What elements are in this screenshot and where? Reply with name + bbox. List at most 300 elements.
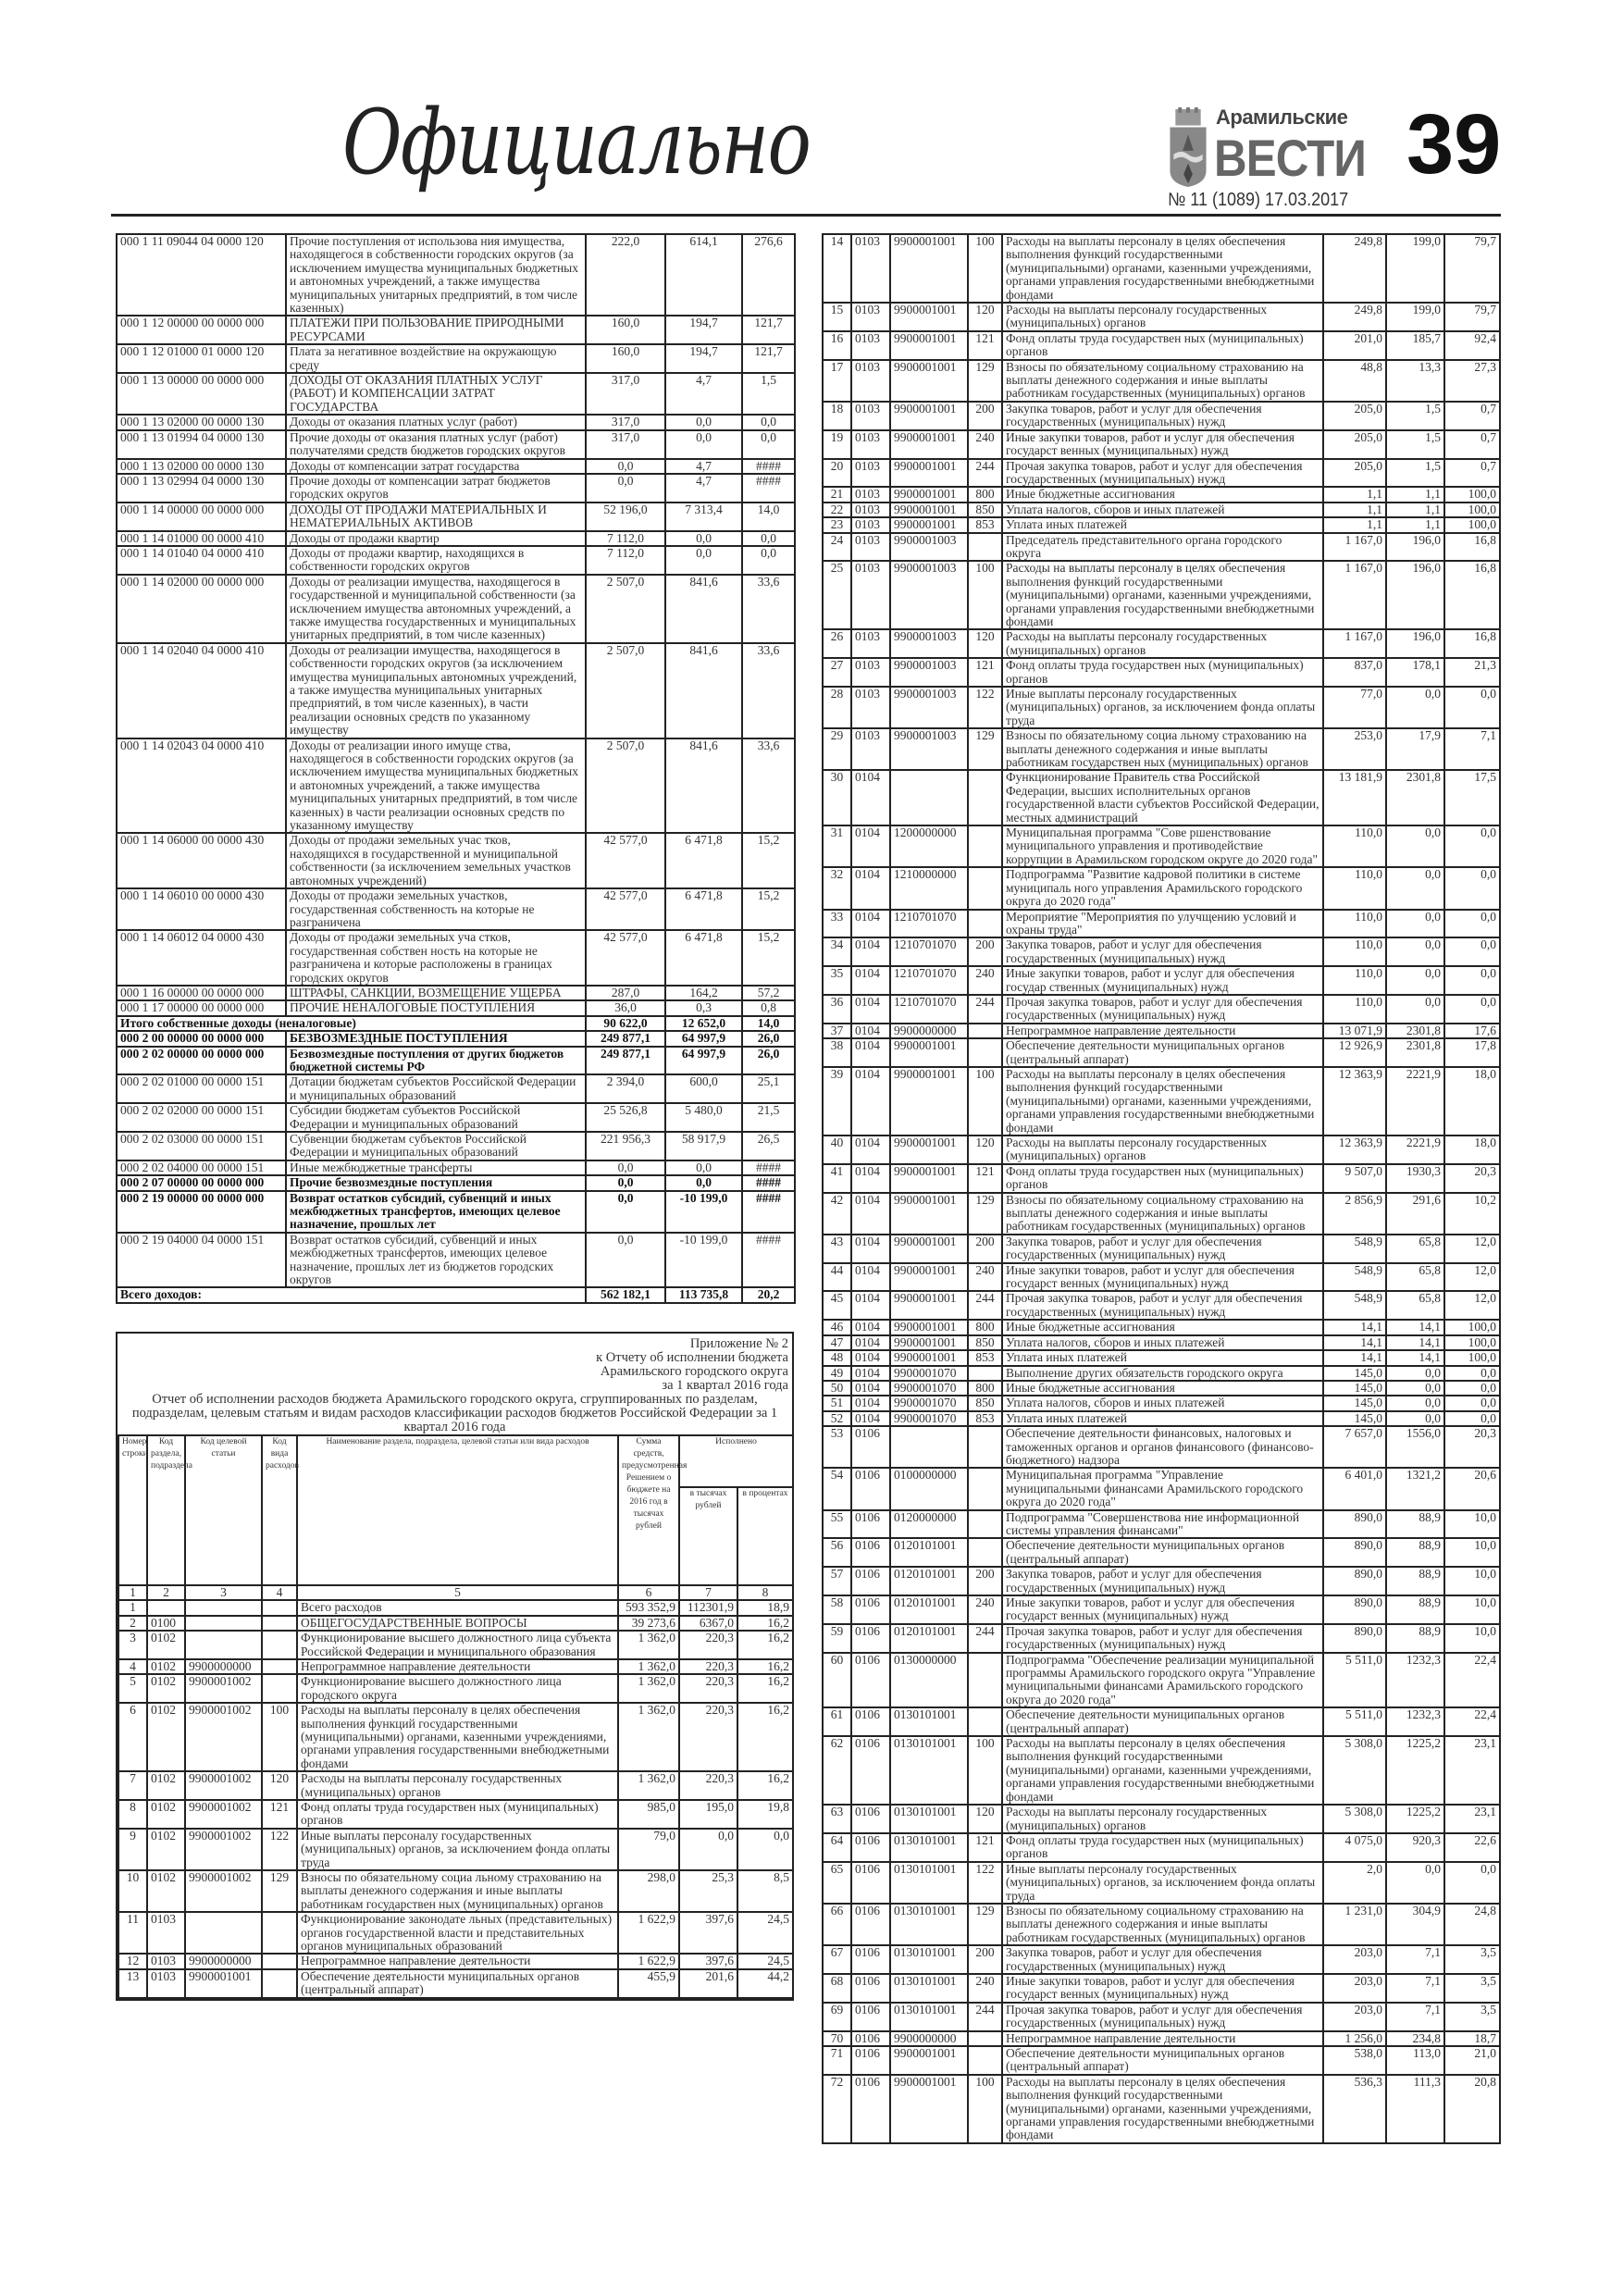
expense-row-number: 12 <box>118 1954 147 1968</box>
expense-expense-type <box>968 770 1002 825</box>
expense-section-code: 0106 <box>851 2031 890 2046</box>
expense-target-code: 9900001001 <box>890 459 968 488</box>
expense-section-code: 0103 <box>851 629 890 658</box>
expense-name: Иные выплаты персоналу государственных (муниципальных) органов, за исключением фонда оплаты труда <box>1002 1862 1323 1904</box>
expense-row <box>823 234 1500 303</box>
expense-planned: 890,0 <box>1323 1538 1386 1567</box>
expense-done-amount: 1225,2 <box>1386 1736 1444 1805</box>
expense-target-code: 1210701070 <box>890 937 968 966</box>
income-fact: 0,0 <box>665 430 742 459</box>
expense-row-number: 62 <box>823 1736 851 1805</box>
expense-row <box>823 1510 1500 1539</box>
expense-target-code: 9900001070 <box>890 1396 968 1410</box>
expense-section-code: 0104 <box>851 1136 890 1164</box>
expense-target-code: 9900001001 <box>890 1038 968 1067</box>
income-row <box>117 1233 795 1288</box>
expense-done-amount: 0,0 <box>1386 1411 1444 1426</box>
col-header-done-percent: в процентах <box>737 1487 793 1585</box>
expense-expense-type <box>262 1954 297 1968</box>
expense-done-amount: 1,1 <box>1386 487 1444 502</box>
expense-target-code: 9900001001 <box>890 517 968 532</box>
expense-row-number: 35 <box>823 966 851 995</box>
expense-planned: 593 352,9 <box>618 1600 679 1615</box>
expense-planned: 145,0 <box>1323 1396 1386 1410</box>
expense-row <box>823 1136 1500 1164</box>
expense-done-percent: 16,8 <box>1444 533 1500 562</box>
income-fact: 6 471,8 <box>665 930 742 986</box>
expense-target-code: 9900001001 <box>890 331 968 360</box>
income-name: Доходы от продажи земельных уча стков, государственная собствен ность на которые не разграничена и которые расположены в границах городских округов <box>286 930 586 986</box>
income-percent: 15,2 <box>742 833 795 888</box>
expense-section-code: 0103 <box>851 402 890 430</box>
expense-name: Фонд оплаты труда государствен ных (муниципальных) органов <box>1002 1164 1323 1193</box>
expense-row-number: 70 <box>823 2031 851 2046</box>
expense-done-amount: 1,5 <box>1386 430 1444 459</box>
expense-name: Прочая закупка товаров, работ и услуг для обеспечения государственных (муниципальных) нужд <box>1002 2003 1323 2031</box>
expense-expense-type: 200 <box>968 1945 1002 1974</box>
expense-planned: 1 167,0 <box>1323 629 1386 658</box>
income-code: 000 2 02 00000 00 0000 000 <box>117 1047 286 1075</box>
expense-section-code: 0103 <box>147 1912 185 1954</box>
income-table <box>116 233 796 1304</box>
expense-section-code: 0103 <box>851 487 890 502</box>
income-code: 000 1 14 06012 04 0000 430 <box>117 930 286 986</box>
expense-target-code <box>185 1631 262 1659</box>
expense-target-code: 9900001002 <box>185 1771 262 1800</box>
expense-row-number: 29 <box>823 728 851 770</box>
expense-done-percent: 16,2 <box>737 1771 793 1800</box>
expense-section-code: 0104 <box>851 1164 890 1193</box>
expense-done-percent: 16,2 <box>737 1631 793 1659</box>
income-plan: 160,0 <box>586 344 665 373</box>
income-name: Итого собственные доходы (неналоговые) <box>117 1016 586 1031</box>
expense-done-amount: 2301,8 <box>1386 770 1444 825</box>
expense-target-code: 1210701070 <box>890 995 968 1024</box>
expense-row-number: 17 <box>823 360 851 402</box>
expense-planned: 145,0 <box>1323 1366 1386 1381</box>
expense-name: Муниципальная программа "Управление муниципальными финансами Арамильского городского округа до 2020 года" <box>1002 1468 1323 1509</box>
expense-expense-type <box>262 1616 297 1631</box>
expense-done-amount: 2301,8 <box>1386 1024 1444 1038</box>
expense-expense-type: 850 <box>968 503 1002 517</box>
expense-done-amount: 17,9 <box>1386 728 1444 770</box>
expense-done-percent: 10,0 <box>1444 1624 1500 1653</box>
expense-target-code: 9900001002 <box>185 1870 262 1912</box>
expense-planned: 985,0 <box>618 1800 679 1829</box>
expense-expense-type <box>262 1674 297 1703</box>
expense-row <box>823 1862 1500 1904</box>
income-plan: 7 112,0 <box>586 546 665 575</box>
expense-done-percent: 100,0 <box>1444 1335 1500 1350</box>
expense-name: Непрограммное направление деятельности <box>1002 2031 1323 2046</box>
income-percent: #### <box>742 459 795 474</box>
expense-done-amount: 304,9 <box>1386 1904 1444 1945</box>
expense-section-code: 0104 <box>851 1350 890 1365</box>
income-plan: 287,0 <box>586 986 665 1000</box>
expense-planned: 298,0 <box>618 1870 679 1912</box>
expense-done-amount: 7,1 <box>1386 1945 1444 1974</box>
expense-planned: 1 362,0 <box>618 1631 679 1659</box>
expense-done-amount: 220,3 <box>679 1703 737 1771</box>
expense-done-percent: 10,0 <box>1444 1538 1500 1567</box>
income-name: ПРОЧИЕ НЕНАЛОГОВЫЕ ПОСТУПЛЕНИЯ <box>286 1000 586 1015</box>
expense-row <box>823 1411 1500 1426</box>
expense-row <box>823 1366 1500 1381</box>
income-row <box>117 1175 795 1190</box>
expense-section-code: 0104 <box>851 1335 890 1350</box>
expense-done-amount: 6367,0 <box>679 1616 737 1631</box>
expense-row-number: 43 <box>823 1235 851 1263</box>
income-plan: 249 877,1 <box>586 1031 665 1046</box>
expense-done-percent: 0,0 <box>1444 825 1500 867</box>
income-plan: 0,0 <box>586 1191 665 1233</box>
income-row <box>117 1160 795 1175</box>
income-fact: -10 199,0 <box>665 1191 742 1233</box>
expense-name: Иные закупки товаров, работ и услуг для обеспечения государ ственных (муниципальных) нужд <box>1002 966 1323 995</box>
expense-target-code: 9900001070 <box>890 1411 968 1426</box>
income-name: Субвенции бюджетам субъектов Российской Федерации и муниципальных образований <box>286 1132 586 1160</box>
income-percent: 121,7 <box>742 316 795 344</box>
income-code: 000 1 14 01000 00 0000 410 <box>117 531 286 546</box>
income-percent: 20,2 <box>742 1287 795 1302</box>
expense-target-code: 1200000000 <box>890 825 968 867</box>
income-name: Возврат остатков субсидий, субвенций и иных межбюджетных трансфертов, имеющих целевое назначение, прошлых лет из бюджетов городских округов <box>286 1233 586 1288</box>
expense-row-number: 31 <box>823 825 851 867</box>
expense-done-percent: 0,7 <box>1444 459 1500 488</box>
expense-row-number: 66 <box>823 1904 851 1945</box>
income-fact: 6 471,8 <box>665 833 742 888</box>
income-fact: 113 735,8 <box>665 1287 742 1302</box>
expense-row <box>823 487 1500 502</box>
expense-name: Прочая закупка товаров, работ и услуг для обеспечения государственных (муниципальных) нужд <box>1002 1624 1323 1653</box>
expense-done-amount: 291,6 <box>1386 1193 1444 1235</box>
expense-done-amount: 220,3 <box>679 1631 737 1659</box>
expense-target-code: 9900001002 <box>185 1674 262 1703</box>
expense-section-code: 0104 <box>851 1235 890 1263</box>
expense-expense-type: 800 <box>968 1320 1002 1334</box>
expense-done-amount: 1556,0 <box>1386 1426 1444 1468</box>
income-plan: 2 394,0 <box>586 1074 665 1103</box>
column-number: 3 <box>185 1585 262 1600</box>
expense-target-code <box>185 1616 262 1631</box>
expense-row <box>823 910 1500 938</box>
expense-target-code: 9900000000 <box>890 1024 968 1038</box>
income-row <box>117 546 795 575</box>
income-plan: 0,0 <box>586 1233 665 1288</box>
expense-expense-type <box>968 825 1002 867</box>
expense-target-code: 9900001003 <box>890 728 968 770</box>
expense-target-code: 9900001001 <box>890 1193 968 1235</box>
expense-name: Всего расходов <box>297 1600 618 1615</box>
income-row <box>117 430 795 459</box>
expense-section-code: 0103 <box>851 234 890 303</box>
expense-expense-type: 800 <box>968 1381 1002 1396</box>
expense-target-code: 9900001001 <box>890 1335 968 1350</box>
col-header-row-number: Номер строки <box>118 1435 147 1585</box>
expense-expense-type: 800 <box>968 487 1002 502</box>
expense-name: Функционирование законодате льных (представительных) органов государственной власти и представительных органов муниципальных образований <box>297 1912 618 1954</box>
expense-section-code: 0104 <box>851 1320 890 1334</box>
expense-row-number: 57 <box>823 1567 851 1595</box>
expense-expense-type <box>968 533 1002 562</box>
expense-target-code: 0130000000 <box>890 1653 968 1708</box>
income-code: 000 1 13 02000 00 0000 130 <box>117 459 286 474</box>
expense-expense-type <box>968 1468 1002 1509</box>
expense-section-code: 0102 <box>147 1829 185 1870</box>
income-percent: 0,0 <box>742 546 795 575</box>
income-row <box>117 459 795 474</box>
income-code: 000 2 19 00000 00 0000 000 <box>117 1191 286 1233</box>
income-percent: 0,0 <box>742 430 795 459</box>
expense-done-amount: 0,0 <box>1386 910 1444 938</box>
expense-name: Иные выплаты персоналу государственных (муниципальных) органов, за исключением фонда оплаты труда <box>1002 687 1323 728</box>
expense-row <box>118 1659 793 1674</box>
expense-section-code: 0104 <box>851 1193 890 1235</box>
expense-expense-type <box>968 2031 1002 2046</box>
income-plan: 0,0 <box>586 1175 665 1190</box>
expense-expense-type: 121 <box>968 1164 1002 1193</box>
expense-section-code: 0102 <box>147 1631 185 1659</box>
expense-row <box>823 1624 1500 1653</box>
expense-section-code: 0103 <box>851 658 890 687</box>
col-header-done-amount: в тысячах рублей <box>679 1487 737 1585</box>
expense-row <box>823 1291 1500 1320</box>
expense-row-number: 30 <box>823 770 851 825</box>
expense-name: Расходы на выплаты персоналу государственных (муниципальных) органов <box>1002 1136 1323 1164</box>
expense-planned: 14,1 <box>1323 1320 1386 1334</box>
expense-done-percent: 0,0 <box>1444 1381 1500 1396</box>
expense-done-percent: 0,0 <box>1444 966 1500 995</box>
expense-expense-type: 244 <box>968 1291 1002 1320</box>
income-row <box>117 1287 795 1302</box>
expense-planned: 110,0 <box>1323 825 1386 867</box>
expense-name: Закупка товаров, работ и услуг для обеспечения государственных (муниципальных) нужд <box>1002 937 1323 966</box>
expense-done-amount: 111,3 <box>1386 2075 1444 2143</box>
expense-done-amount: 1930,3 <box>1386 1164 1444 1193</box>
expense-row <box>823 1024 1500 1038</box>
income-name: Доходы от продажи квартир <box>286 531 586 546</box>
income-plan: 52 196,0 <box>586 503 665 531</box>
expense-section-code: 0104 <box>851 770 890 825</box>
expense-planned: 1 622,9 <box>618 1954 679 1968</box>
expense-row <box>823 1350 1500 1365</box>
expense-section-code: 0103 <box>851 459 890 488</box>
expense-done-percent: 23,1 <box>1444 1805 1500 1833</box>
expense-done-percent: 7,1 <box>1444 728 1500 770</box>
income-row <box>117 1031 795 1046</box>
expense-name: Обеспечение деятельности муниципальных органов (центральный аппарат) <box>1002 2046 1323 2075</box>
expense-row-number: 32 <box>823 867 851 909</box>
expense-done-amount: 1321,2 <box>1386 1468 1444 1509</box>
income-fact: 64 997,9 <box>665 1047 742 1075</box>
expense-section-code: 0106 <box>851 1567 890 1595</box>
expense-target-code: 0130101001 <box>890 1862 968 1904</box>
expense-done-amount: 2301,8 <box>1386 1038 1444 1067</box>
expense-done-percent: 92,4 <box>1444 331 1500 360</box>
expense-row-number: 37 <box>823 1024 851 1038</box>
expense-row-number: 65 <box>823 1862 851 1904</box>
expense-done-amount: 7,1 <box>1386 1974 1444 2003</box>
expense-row-number: 16 <box>823 331 851 360</box>
expense-row <box>118 1954 793 1968</box>
expense-expense-type <box>262 1631 297 1659</box>
expense-target-code: 9900001002 <box>185 1800 262 1829</box>
expense-section-code: 0104 <box>851 1263 890 1292</box>
income-row <box>117 986 795 1000</box>
expense-row-number: 18 <box>823 402 851 430</box>
expense-row-number: 52 <box>823 1411 851 1426</box>
expense-row <box>823 966 1500 995</box>
expense-name: Фонд оплаты труда государствен ных (муниципальных) органов <box>1002 1833 1323 1862</box>
expense-done-amount: 113,0 <box>1386 2046 1444 2075</box>
expense-expense-type: 240 <box>968 966 1002 995</box>
expense-target-code <box>890 770 968 825</box>
expense-done-percent: 44,2 <box>737 1969 793 1998</box>
expense-expense-type <box>262 1600 297 1615</box>
col-header-done: Исполнено <box>679 1435 793 1488</box>
expense-name: Расходы на выплаты персоналу государственных (муниципальных) органов <box>1002 1805 1323 1833</box>
expense-planned: 6 401,0 <box>1323 1468 1386 1509</box>
expense-done-amount: 397,6 <box>679 1954 737 1968</box>
expense-section-code: 0104 <box>851 910 890 938</box>
expense-expense-type <box>262 1659 297 1674</box>
expense-name: Взносы по обязательному социальному страхованию на выплаты денежного содержания и иные выплаты работникам государственных (муниципальных) органов <box>1002 360 1323 402</box>
expense-target-code: 0130101001 <box>890 2003 968 2031</box>
expense-done-amount: 1,5 <box>1386 459 1444 488</box>
expense-row-number: 56 <box>823 1538 851 1567</box>
expense-name: Взносы по обязательному социа льному страхованию на выплаты денежного содержания и иные выплаты работникам государствен ных (муниципальных) органов <box>297 1870 618 1912</box>
expense-row-number: 49 <box>823 1366 851 1381</box>
expense-row <box>823 1381 1500 1396</box>
expense-name: Фонд оплаты труда государствен ных (муниципальных) органов <box>1002 331 1323 360</box>
expense-done-amount: 2221,9 <box>1386 1136 1444 1164</box>
expense-row <box>823 1945 1500 1974</box>
income-row <box>117 1103 795 1132</box>
expense-expense-type <box>968 1366 1002 1381</box>
column-number: 1 <box>118 1585 147 1600</box>
expense-expense-type: 850 <box>968 1396 1002 1410</box>
income-percent: 276,6 <box>742 234 795 316</box>
income-code: 000 2 02 03000 00 0000 151 <box>117 1132 286 1160</box>
income-row <box>117 1132 795 1160</box>
expense-done-amount: 0,0 <box>1386 825 1444 867</box>
expense-done-amount: 0,0 <box>1386 1862 1444 1904</box>
expense-expense-type: 129 <box>262 1870 297 1912</box>
expense-row-number: 50 <box>823 1381 851 1396</box>
expense-row <box>823 503 1500 517</box>
expense-name: Расходы на выплаты персоналу в целях обеспечения выполнения функций государственными (муниципальными) органами, казенными учреждениями, органами управления государственными внебюджетными фондами <box>1002 1067 1323 1136</box>
expense-row-number: 2 <box>118 1616 147 1631</box>
expense-section-code: 0106 <box>851 1595 890 1624</box>
expenses-table-part-2 <box>822 233 1501 2144</box>
income-fact: 614,1 <box>665 234 742 316</box>
expense-name: Обеспечение деятельности финансовых, налоговых и таможенных органов и органов финансового (финансово-бюджетного) надзора <box>1002 1426 1323 1468</box>
expense-done-percent: 0,0 <box>1444 687 1500 728</box>
income-plan: 0,0 <box>586 459 665 474</box>
income-percent: #### <box>742 1175 795 1190</box>
expense-expense-type: 853 <box>968 1350 1002 1365</box>
expense-planned: 253,0 <box>1323 728 1386 770</box>
expense-expense-type <box>968 1024 1002 1038</box>
expense-name: Иные закупки товаров, работ и услуг для обеспечения государст венных (муниципальных) нужд <box>1002 1974 1323 2003</box>
expense-expense-type: 120 <box>968 1136 1002 1164</box>
expense-row-number: 7 <box>118 1771 147 1800</box>
expense-expense-type <box>968 2046 1002 2075</box>
income-code: 000 1 17 00000 00 0000 000 <box>117 1000 286 1015</box>
income-code: 000 1 13 01994 04 0000 130 <box>117 430 286 459</box>
income-row <box>117 1074 795 1103</box>
expense-planned: 145,0 <box>1323 1381 1386 1396</box>
income-code: 000 2 00 00000 00 0000 000 <box>117 1031 286 1046</box>
appendix-meta-line: к Отчету об исполнении бюджета <box>596 1349 788 1365</box>
col-header-planned: Сумма средств, предусмотренная Решением о бюджете на 2016 год в тысячах рублей <box>618 1435 679 1585</box>
expense-done-percent: 10,0 <box>1444 1595 1500 1624</box>
expense-done-amount: 201,6 <box>679 1969 737 1998</box>
income-percent: 21,5 <box>742 1103 795 1132</box>
expense-expense-type <box>968 1426 1002 1468</box>
income-fact: 4,7 <box>665 373 742 415</box>
expense-planned: 1 622,9 <box>618 1912 679 1954</box>
expense-target-code: 9900001003 <box>890 561 968 629</box>
expense-done-amount: 14,1 <box>1386 1335 1444 1350</box>
expense-section-code: 0106 <box>851 1945 890 1974</box>
income-name: Субсидии бюджетам субъектов Российской Федерации и муниципальных образований <box>286 1103 586 1132</box>
logo-text-main: ВЕСТИ <box>1214 129 1366 187</box>
expense-done-percent: 100,0 <box>1444 1350 1500 1365</box>
expense-done-amount: 1232,3 <box>1386 1653 1444 1708</box>
income-fact: -10 199,0 <box>665 1233 742 1288</box>
expense-planned: 205,0 <box>1323 402 1386 430</box>
income-percent: 15,2 <box>742 930 795 986</box>
income-percent: 0,8 <box>742 1000 795 1015</box>
income-plan: 317,0 <box>586 373 665 415</box>
expense-row <box>823 1235 1500 1263</box>
income-name: Прочие доходы от оказания платных услуг (работ) получателями средств бюджетов городских округов <box>286 430 586 459</box>
expense-planned: 249,8 <box>1323 303 1386 331</box>
income-percent: 57,2 <box>742 986 795 1000</box>
expense-done-percent: 0,7 <box>1444 430 1500 459</box>
expense-done-percent: 18,0 <box>1444 1136 1500 1164</box>
expense-section-code: 0106 <box>851 1736 890 1805</box>
income-percent: 0,0 <box>742 531 795 546</box>
income-fact: 164,2 <box>665 986 742 1000</box>
expense-name: Расходы на выплаты персоналу в целях обеспечения выполнения функций государственными (муниципальными) органами, казенными учреждениями, органами управления государственными внебюджетными фондами <box>1002 561 1323 629</box>
income-name: Возврат остатков субсидий, субвенций и иных межбюджетных трансфертов, имеющих целевое назначение, прошлых лет <box>286 1191 586 1233</box>
expense-row-number: 15 <box>823 303 851 331</box>
expense-done-percent: 10,0 <box>1444 1567 1500 1595</box>
expense-target-code: 0130101001 <box>890 1805 968 1833</box>
expense-name: Непрограммное направление деятельности <box>297 1659 618 1674</box>
expense-row-number: 64 <box>823 1833 851 1862</box>
expense-row <box>823 629 1500 658</box>
income-plan: 317,0 <box>586 430 665 459</box>
expense-target-code: 9900001001 <box>890 487 968 502</box>
expense-section-code: 0106 <box>851 1426 890 1468</box>
expense-row-number: 60 <box>823 1653 851 1708</box>
income-row <box>117 503 795 531</box>
expense-done-percent: 0,0 <box>737 1829 793 1870</box>
expense-name: Обеспечение деятельности муниципальных органов (центральный аппарат) <box>1002 1538 1323 1567</box>
expense-row-number: 68 <box>823 1974 851 2003</box>
expense-planned: 12 363,9 <box>1323 1067 1386 1136</box>
expense-planned: 4 075,0 <box>1323 1833 1386 1862</box>
expense-done-amount: 195,0 <box>679 1800 737 1829</box>
income-row <box>117 833 795 888</box>
expense-row <box>823 1164 1500 1193</box>
expense-section-code: 0106 <box>851 2075 890 2143</box>
income-plan: 2 507,0 <box>586 738 665 834</box>
expense-done-amount: 88,9 <box>1386 1595 1444 1624</box>
